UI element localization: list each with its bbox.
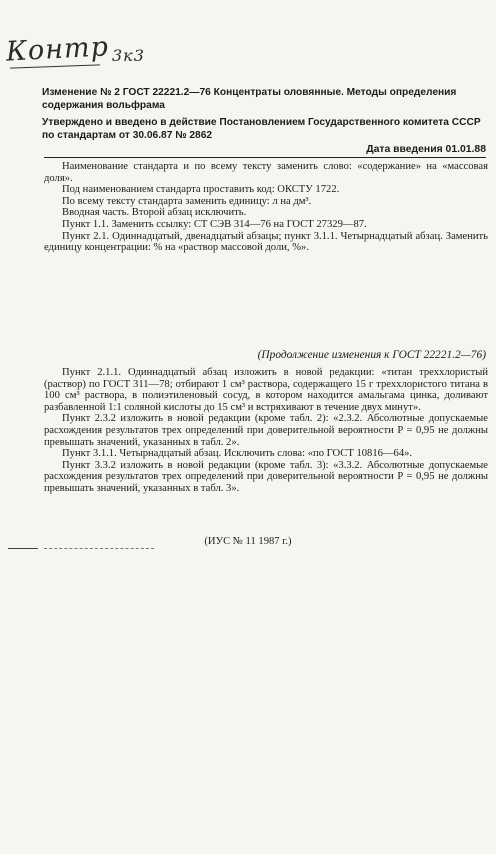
- page-divider: [8, 548, 38, 549]
- source-reference: (ИУС № 11 1987 г.): [204, 536, 292, 547]
- paragraph: Пункт 2.3.2 изложить в новой редакции (кроме табл. 2): «2.3.2. Абсолютные допускаемые расхождения результатов трех определений при доверительной вероятности P = 0,95 не должны превышать значений, указанных в табл. 2».: [44, 413, 488, 448]
- handwritten-stamp: Контр: [5, 31, 110, 68]
- paragraph: По всему тексту стандарта заменить единицу: л на дм³.: [62, 195, 312, 207]
- paragraph: Пункт 3.3.2 изложить в новой редакции (кроме табл. 3): «3.3.2. Абсолютные допускаемые расхождения результатов трех определений при доверительной вероятности P = 0,95 не должны превышать значений, указанных в табл. 3».: [44, 459, 488, 494]
- stamp-number: 3к3: [112, 46, 145, 65]
- paragraph: Пункт 3.1.1. Четырнадцатый абзац. Исключить слова: «по ГОСТ 10816—64».: [62, 448, 413, 460]
- approval-statement: Утверждено и введено в действие Постановлением Государственного комитета СССР по стандартам от 30.06.87 № 2862: [42, 117, 481, 141]
- paragraph: Пункт 1.1. Заменить ссылку: СТ СЭВ 314—76 на ГОСТ 27329—87.: [62, 218, 367, 230]
- section-1-text: [44, 161, 488, 254]
- paragraph: Под наименованием стандарта проставить код: ОКСТУ 1722.: [62, 184, 340, 196]
- date-divider: [44, 157, 486, 158]
- paragraph: Вводная часть. Второй абзац исключить.: [62, 207, 247, 219]
- effective-date: Дата введения 01.01.88: [366, 144, 486, 155]
- paragraph: Пункт 2.1. Одиннадцатый, двенадцатый абзацы; пункт 3.1.1. Четырнадцатый абзац. Заменить единицу концентрации: % на «раствор массовой доли, %».: [44, 230, 488, 254]
- amendment-title: Изменение № 2 ГОСТ 22221.2—76 Концентраты оловянные. Методы определения содержания вольфрама: [42, 87, 457, 111]
- section-2-text: [44, 367, 488, 495]
- paragraph: Пункт 2.1.1. Одиннадцатый абзац изложить в новой редакции: «титан треххлористый (раствор) по ГОСТ 311—78; отбирают 1 см³ раствора, содержащего 15 г треххлористого титана в 100 см³ раствора, в полиэтиленовый сосуд, в котором находится амальгама цинка, доливают разбавленной 1:1 соляной кислоты до 15 см³ и встряхивают в течение двух минут».: [44, 367, 488, 413]
- continuation-heading: (Продолжение изменения к ГОСТ 22221.2—76): [257, 349, 486, 361]
- page-divider-dashed: [44, 548, 154, 549]
- paragraph: Наименование стандарта и по всему тексту заменить слово: «содержание» на «массовая доля».: [44, 161, 488, 184]
